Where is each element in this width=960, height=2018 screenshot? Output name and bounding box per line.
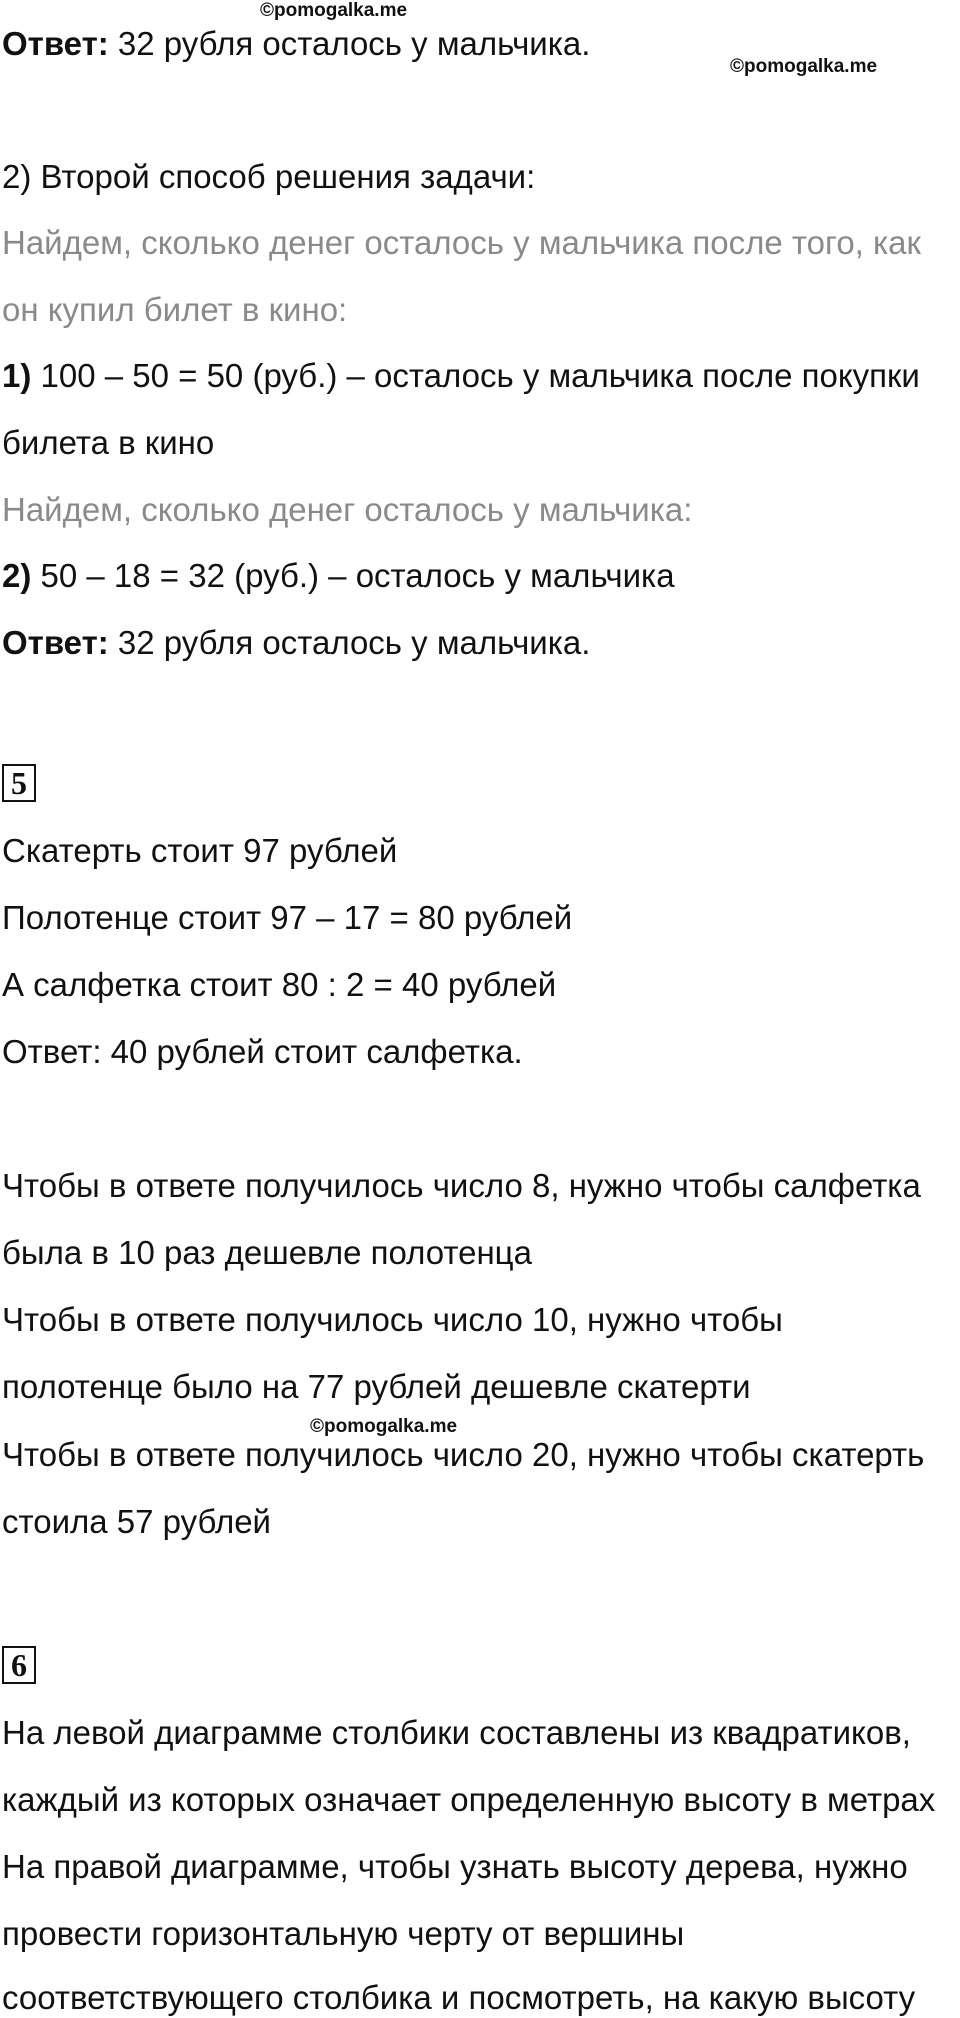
step-line [2,356,920,396]
answer-line [2,623,590,663]
body-text: соответствующего столбика и посмотреть, на какую высоту [2,1979,916,2016]
body-text: А салфетка стоит 80 : 2 = 40 рублей [2,966,557,1003]
body-text: На правой диаграмме, чтобы узнать высоту дерева, нужно [2,1848,908,1885]
body-text: провести горизонтальную черту от вершины [2,1915,685,1952]
answer-line [2,24,590,64]
step-number: 2) [2,557,32,594]
answer-label: Ответ: [2,25,109,62]
body-text: На левой диаграмме столбики составлены из квадратиков, [2,1714,911,1751]
step-text: 50 – 18 = 32 (руб.) – осталось у мальчика [31,557,675,594]
watermark: ©pomogalka.me [730,56,878,77]
body-text: Чтобы в ответе получилось число 10, нужно чтобы [2,1301,783,1338]
body-text: была в 10 раз дешевле полотенца [2,1234,532,1271]
watermark: ©pomogalka.me [310,1416,458,1437]
body-text: Чтобы в ответе получилось число 8, нужно чтобы салфетка [2,1167,921,1204]
hint-text: Найдем, сколько денег осталось у мальчика после того, как [2,224,921,261]
section-number-box: 6 [2,1646,36,1684]
hint-text: Найдем, сколько денег осталось у мальчика: [2,491,693,528]
body-text: каждый из которых означает определенную высоту в метрах [2,1781,936,1818]
step-text: 100 – 50 = 50 (руб.) – осталось у мальчика после покупки [31,357,920,394]
body-text: Полотенце стоит 97 – 17 = 80 рублей [2,899,573,936]
body-text: Чтобы в ответе получилось число 20, нужно чтобы скатерть [2,1436,925,1473]
step-number: 1) [2,357,32,394]
hint-text: он купил билет в кино: [2,291,348,328]
body-text: Ответ: 40 рублей стоит салфетка. [2,1033,523,1070]
step-continuation: билета в кино [2,424,215,461]
body-text: Скатерть стоит 97 рублей [2,832,398,869]
body-text: стоила 57 рублей [2,1503,271,1540]
watermark: ©pomogalka.me [260,0,408,21]
body-text: полотенце было на 77 рублей дешевле скатерти [2,1368,751,1405]
answer-text: 32 рубля осталось у мальчика. [108,25,591,62]
answer-label: Ответ: [2,624,109,661]
answer-text: 32 рубля осталось у мальчика. [108,624,591,661]
method-heading: 2) Второй способ решения задачи: [2,158,536,195]
step-line [2,556,675,596]
section-number-box: 5 [2,764,36,802]
